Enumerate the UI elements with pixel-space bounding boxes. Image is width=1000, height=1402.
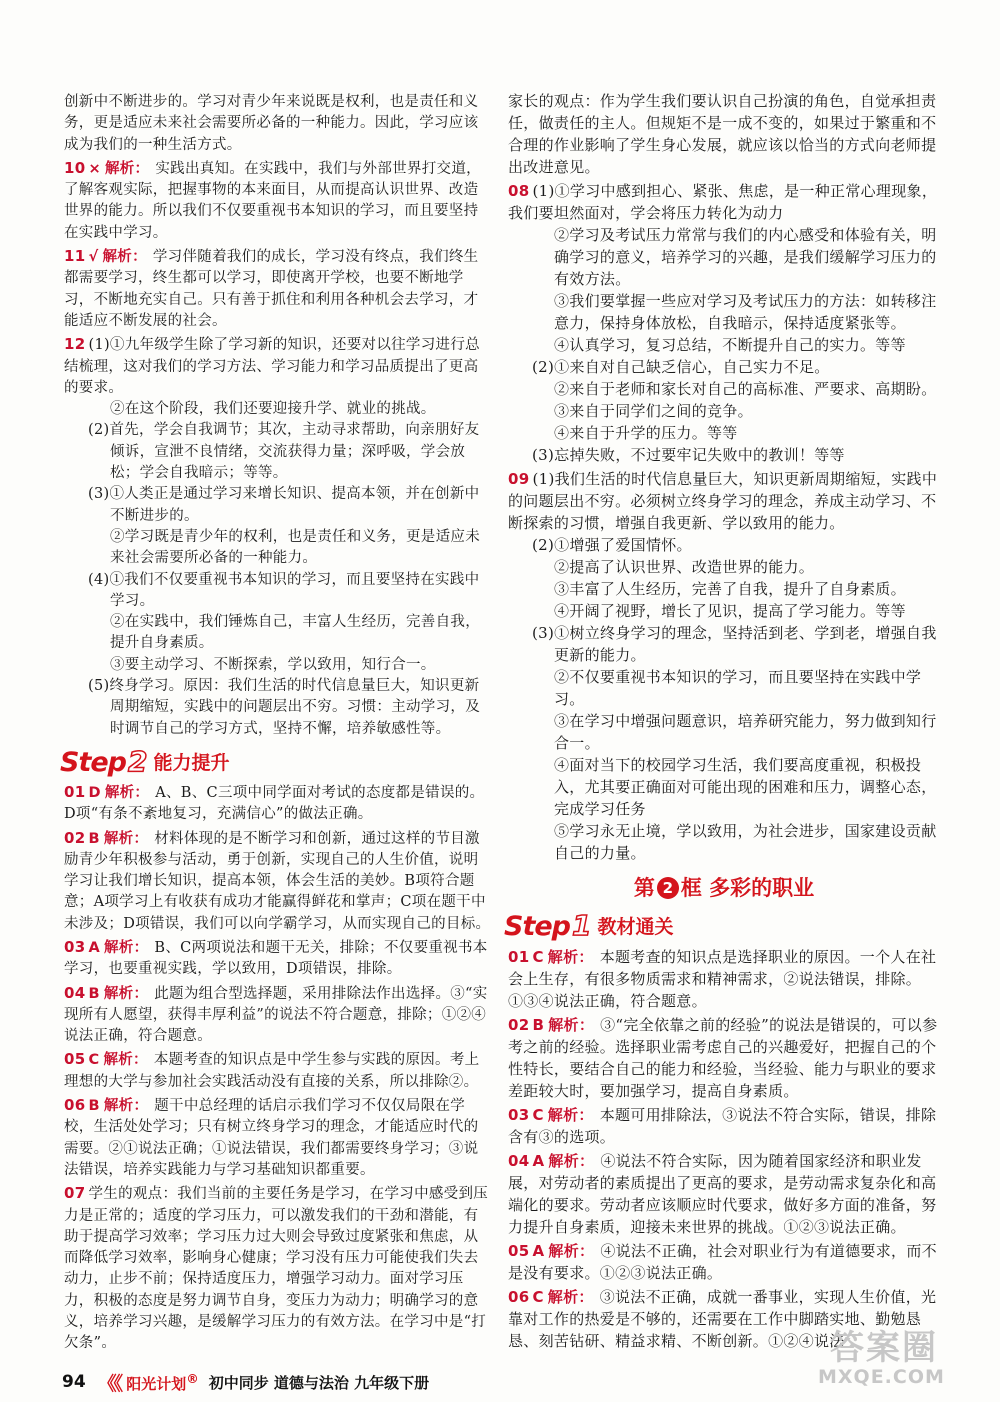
- answer-07: [64, 1183, 492, 1354]
- answer-text: 此题为组合型选择题，采用排除法作出选择。③“实现所有人愿望，获得丰厚利益”的说法不符合题意，排除；①②④说法正确，符合题意。: [64, 985, 488, 1045]
- question-number: 05: [64, 1050, 86, 1069]
- watermark-logo-text: 答案圈: [830, 1328, 938, 1368]
- analysis-tag: 解析：: [104, 939, 149, 956]
- analysis-tag: 解析：: [103, 1052, 148, 1069]
- step-number: 1: [572, 909, 592, 942]
- analysis-tag: 解析：: [102, 249, 147, 266]
- analysis-tag: 解析：: [547, 948, 594, 966]
- section-title: 第 2 框 多彩的职业: [633, 876, 815, 900]
- answer-text: A、B、C三项中同学面对考试的态度都是错误的。D项“有条不紊地复习，充满信心”的做法正确。: [64, 784, 485, 823]
- brand-name: 阳光计划®: [126, 1370, 199, 1393]
- analysis-tag: 解析：: [547, 1106, 594, 1124]
- answer-subpoint: (3)忘掉失败，不过要牢记失败中的教训！等等: [532, 446, 845, 464]
- answer-subpoint: (2)首先，学会自我调节；其次，主动寻求帮助，向亲朋好友倾诉，宣泄不良情绪，交流获得力量；深呼吸，学会放松；学会自我暗示；等等。: [88, 422, 480, 482]
- question-number: 01: [64, 782, 86, 801]
- answer-mark: ×: [88, 160, 101, 177]
- answer-text: (1)①学习中感到担心、紧张、焦虑，是一种正常心理现象，我们要坦然面对，学会将压力转化为动力: [508, 182, 938, 222]
- analysis-tag: 解析：: [103, 830, 149, 847]
- step-2-heading: [60, 746, 492, 778]
- step-title: 能力提升: [153, 751, 230, 774]
- answer-text: (1)我们生活的时代信息量巨大，知识更新周期缩短，实践中的问题层出不穷。必须树立终身学习的理念，养成主动学习、不断探索的习惯，增强自我更新、学以致用的能力。: [508, 470, 938, 532]
- right-column: [504, 90, 940, 1354]
- question-number: 01: [508, 948, 530, 966]
- answer-letter: C: [532, 1288, 544, 1306]
- analysis-tag: 解析：: [548, 1242, 595, 1260]
- step-number: 2: [128, 744, 148, 778]
- step-1-heading: [504, 910, 940, 942]
- answer-subpoint: (3)①树立终身学习的理念，坚持活到老、学到老，增强自我更新的能力。: [532, 624, 937, 664]
- answer-text: 题干中总经理的话启示我们学习不仅仅局限在学校，生活处处学习；只有树立终身学习的理念，才能适应时代的需要。②①说法正确；①说法错误，我们都需要终身学习；③说法错误，培养实践能力与学习基础知识都重要。: [64, 1098, 479, 1178]
- answer-text: 实践出真知。在实践中，我们与外部世界打交道，了解客观实际，把握事物的本来面目，从而提高认识世界、改造世界的能力。所以我们不仅要重视书本知识的学习，而且要坚持在实践中学习。: [64, 160, 481, 241]
- answer-subpoint: (4)①我们不仅要重视书本知识的学习，而且要坚持在实践中学习。: [88, 571, 480, 609]
- question-number: 07: [64, 1184, 86, 1203]
- answer-subpoint: ③来自于同学们之间的竞争。: [554, 402, 753, 420]
- answer-subpoint: ②学习及考试压力常常与我们的内心感受和体验有关，明确学习的意义，培养学习的兴趣，是我们缓解学习压力的有效方法。: [554, 226, 937, 288]
- answer-r01: [508, 946, 940, 1012]
- answer-subpoint: ②在这个阶段，我们还要迎接升学、就业的挑战。: [110, 401, 436, 418]
- answer-subpoint: ③要主动学习、不断探索，学以致用，知行合一。: [110, 656, 436, 673]
- answer-text: 本题可用排除法，③说法不符合实际，错误，排除含有③的选项。: [508, 1106, 937, 1146]
- question-number: 12: [64, 335, 86, 354]
- answer-text: (1)①九年级学生除了学习新的知识，还要对以往学习进行总结梳理，这对我们的学习方法、学习能力和学习品质提出了更高的要求。: [64, 337, 480, 396]
- answer-letter: A: [532, 1152, 545, 1170]
- analysis-tag: 解析：: [548, 1016, 595, 1034]
- answer-letter: C: [88, 1052, 100, 1069]
- answer-subpoint: ②来自于老师和家长对自己的高标准、严要求、高期盼。: [554, 380, 937, 398]
- answer-text: ④说法不正确，社会对职业行为有道德要求，而不是没有要求。①②③说法正确。: [508, 1242, 937, 1282]
- answer-letter: C: [532, 1106, 544, 1124]
- answer-text: ④说法不符合实际，因为随着国家经济和职业发展，对劳动者的素质提出了更高的要求，是劳动需求复杂化和高端化的要求。劳动者应该顺应时代要求，做好多方面的准备，努力提升自身素质，迎接未来世界的挑战。①②③说法正确。: [508, 1152, 937, 1236]
- answer-text: B、C两项说法和题干无关，排除；不仅要重视书本学习，也要重视实践，学以致用，D项错误，排除。: [64, 939, 488, 978]
- question-number: 02: [508, 1016, 530, 1034]
- analysis-tag: 解析：: [104, 784, 150, 801]
- answer-text: 本题考查的知识点是选择职业的原因。一个人在社会上生存，有很多物质需求和精神需求，②说法错误，排除。①③④说法正确，符合题意。: [508, 948, 937, 1010]
- answer-subpoint: ②提高了认识世界、改造世界的能力。: [554, 558, 815, 576]
- question-number: 08: [508, 182, 530, 200]
- answer-text: 学生的观点：我们当前的主要任务是学习，在学习中感受到压力是正常的；适度的学习压力，可以激发我们的干劲和潜能，有助于提高学习效率；学习压力过大则会导致过度紧张和焦虑，从而降低学习效率，影响身心健康；学习没有压力可能使我们失去动力，止步不前；保持适度压力，增强学习动力。面对学习压力，积极的态度是努力调节自身，变压力为动力；明确学习的意义，培养学习兴趣，是缓解学习压力的有效方法。在学习中是“打欠条”。: [64, 1186, 489, 1352]
- answer-subpoint: ②在实践中，我们锤炼自己，丰富人生经历，完善自我，提升自身素质。: [110, 614, 480, 652]
- answer-letter: A: [532, 1242, 545, 1260]
- answer-r05: [508, 1240, 940, 1284]
- analysis-tag: 解析：: [104, 160, 150, 177]
- answer-letter: B: [88, 830, 100, 847]
- answer-subpoint: ③在学习中增强问题意识，培养研究能力，努力做到知行合一。: [554, 712, 937, 752]
- answer-subpoint: (2)①来自对自己缺乏信心，自己实力不足。: [532, 358, 830, 376]
- question-number: 03: [64, 937, 86, 956]
- step-word: Step: [504, 911, 570, 942]
- answer-letter: C: [532, 948, 544, 966]
- left-column: [60, 92, 492, 1357]
- answer-r02: [508, 1014, 940, 1102]
- double-chevron-icon: 《《: [97, 1372, 121, 1395]
- answer-text: 学习伴随着我们的成长，学习没有终点，我们终生都需要学习，终生都可以学习，即使离开学校，也要不断地学习，不断地充实自己。只有善于抓住和利用各种机会去学习，才能适应不断发展的社会。: [64, 249, 479, 329]
- answer-subpoint: ④认真学习，复习总结，不断提升自己的实力。等等: [554, 336, 906, 354]
- answer-10: [64, 158, 492, 244]
- analysis-tag: 解析：: [103, 985, 149, 1002]
- question-number: 11: [64, 247, 86, 266]
- question-number: 06: [508, 1288, 530, 1306]
- answer-05: [64, 1049, 492, 1093]
- watermark-url: MXQE.COM: [818, 1366, 945, 1388]
- answer-subpoint: ④开阔了视野，增长了见识，提高了学习能力。等等: [554, 602, 906, 620]
- answer-subpoint: ③我们要掌握一些应对学习及考试压力的方法：如转移注意力，保持身体放松，自我暗示，保持适度紧张等。: [554, 292, 937, 332]
- answer-text: 本题考查的知识点是中学生参与实践的原因。考上理想的大学与参加社会实践活动没有直接的关系，所以排除②。: [64, 1052, 480, 1090]
- question-number: 04: [508, 1152, 530, 1170]
- answer-letter: B: [88, 1098, 100, 1115]
- page-footer: [62, 1370, 430, 1395]
- answer-subpoint: ③丰富了人生经历，完善了自我，提升了自身素质。: [554, 580, 906, 598]
- page-number: 94: [62, 1372, 86, 1392]
- question-number: 06: [64, 1096, 86, 1115]
- book-title: 初中同步 道德与法治 九年级下册: [208, 1373, 430, 1392]
- answer-09: [508, 468, 940, 864]
- answer-04: [64, 983, 492, 1048]
- answer-text: ③“完全依靠之前的经验”的说法是错误的，可以参考之前的经验。选择职业需考虑自己的兴趣爱好，把握自己的个性特长，要结合自己的能力和经验，当经验、能力与职业的要求差距较大时，要加强学习，提高自身素质。: [508, 1016, 938, 1100]
- question-number: 04: [64, 983, 86, 1002]
- answer-12: [64, 334, 492, 740]
- answer-text: ③说法不正确，成就一番事业，实现人生价值，光靠对工作的热爱是不够的，还需要在工作中脚踏实地、勤勉恳恳、刻苦钻研、精益求精、不断创新。①②④说法: [508, 1288, 937, 1350]
- answer-02: [64, 828, 492, 935]
- intro-paragraph: 创新中不断进步的。学习对青少年来说既是权利，也是责任和义务，更是适应未来社会需要所必备的一种能力。因此，学习应该成为我们的一种生活方式。: [64, 94, 479, 153]
- step-word: Step: [60, 746, 126, 778]
- answer-subpoint: ④面对当下的校园学习生活，我们要高度重视，积极投入，尤其要正确面对可能出现的困难和压力，调整心态，完成学习任务: [554, 756, 937, 818]
- answer-03: [64, 937, 492, 981]
- answer-subpoint: (5)终身学习。原因：我们生活的时代信息量巨大，知识更新周期缩短，实践中的问题层出不穷。习惯：主动学习，及时调节自己的学习方式，坚持不懈，培养敏感性等。: [88, 678, 480, 737]
- answer-subpoint: (3)①人类正是通过学习来增长知识、提高本领，并在创新中不断进步的。: [88, 486, 480, 524]
- answer-subpoint: ②不仅要重视书本知识的学习，而且要坚持在实践中学习。: [554, 668, 922, 708]
- answer-subpoint: (2)①增强了爱国情怀。: [532, 536, 692, 554]
- question-number: 03: [508, 1106, 530, 1124]
- question-number: 09: [508, 470, 530, 488]
- answer-letter: A: [88, 939, 101, 956]
- answer-subpoint: ②学习既是青少年的权利，也是责任和义务，更是适应未来社会需要所必备的一种能力。: [110, 528, 480, 567]
- answer-06: [64, 1095, 492, 1181]
- step-title: 教材通关: [597, 916, 674, 938]
- analysis-tag: 解析：: [548, 1152, 595, 1170]
- answer-r04: [508, 1150, 940, 1238]
- question-number: 02: [64, 828, 86, 847]
- answer-r03: [508, 1104, 940, 1148]
- question-number: 05: [508, 1242, 530, 1260]
- answer-mark: √: [88, 249, 99, 266]
- answer-subpoint: ④来自于升学的压力。等等: [554, 424, 738, 442]
- analysis-tag: 解析：: [103, 1098, 149, 1115]
- answer-text: 材料体现的是不断学习和创新，通过这样的节目激励青少年积极参与活动，勇于创新，实现自己的人生价值，说明学习让我们增长知识，提高本领，体会生活的美妙。B项符合题意；A项学习上有收获有成功才能赢得鲜花和掌声；C项在题干中未涉及；D项错误，我们可以向学霸学习，从而实现自己的目标。: [64, 830, 491, 932]
- answer-subpoint: ⑤学习永无止境，学以致用，为社会进步，国家建设贡献自己的力量。: [554, 822, 937, 862]
- answer-letter: B: [88, 985, 100, 1002]
- answer-07-continued: 家长的观点：作为学生我们要认识自己扮演的角色，自觉承担责任，做责任的主人。但规矩不是一成不变的，如果过于繁重和不合理的作业影响了学生身心发展，就应该以恰当的方式向老师提出改进意见。: [508, 92, 937, 176]
- answer-letter: D: [88, 784, 101, 801]
- section-number-badge: 2: [657, 877, 679, 899]
- question-number: 10: [64, 158, 86, 177]
- analysis-tag: 解析：: [547, 1288, 594, 1306]
- answer-letter: B: [532, 1016, 545, 1034]
- answer-11: [64, 246, 492, 332]
- answer-01: [64, 782, 492, 826]
- site-watermark: [812, 1318, 988, 1396]
- answer-08: [508, 180, 940, 466]
